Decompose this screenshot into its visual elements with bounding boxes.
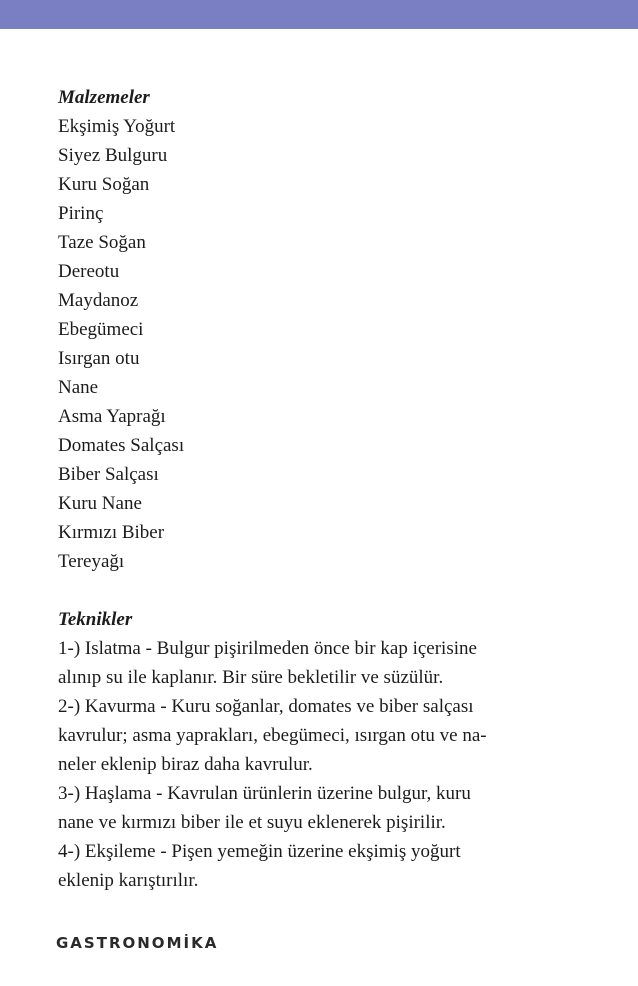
ingredient-item: Ebegümeci [58,319,144,340]
ingredient-item: Tereyağı [58,551,125,572]
technique-line: nane ve kırmızı biber ile et suyu eklenerek pişirilir. [58,812,446,833]
ingredient-item: Isırgan otu [58,348,140,369]
ingredient-item: Ekşimiş Yoğurt [58,116,176,137]
techniques-text [58,634,578,895]
technique-line: 4-) Ekşileme - Pişen yemeğin üzerine ekşimiş yoğurt [58,841,461,862]
ingredient-item: Taze Soğan [58,232,146,253]
technique-line: 3-) Haşlama - Kavrulan ürünlerin üzerine bulgur, kuru [58,783,471,804]
technique-line: 2-) Kavurma - Kuru soğanlar, domates ve biber salçası [58,696,474,717]
ingredient-item: Kuru Soğan [58,174,150,195]
technique-line: alınıp su ile kaplanır. Bir süre bekletilir ve süzülür. [58,667,444,688]
ingredients-list [58,112,578,576]
ingredient-item: Dereotu [58,261,120,282]
technique-line: neler eklenip biraz daha kavrulur. [58,754,313,775]
ingredient-item: Asma Yaprağı [58,406,166,427]
technique-line: kavrulur; asma yaprakları, ebegümeci, ısırgan otu ve na- [58,725,487,746]
ingredient-item: Maydanoz [58,290,139,311]
technique-line: eklenip karıştırılır. [58,870,199,891]
ingredients-heading: Malzemeler [58,87,150,108]
ingredient-item: Pirinç [58,203,104,224]
gastronomika-logo: GASTRONOMİKA [56,934,219,952]
ingredient-item: Kırmızı Biber [58,522,165,543]
ingredient-item: Biber Salçası [58,464,159,485]
techniques-heading: Teknikler [58,609,133,630]
ingredient-item: Siyez Bulguru [58,145,168,166]
ingredient-item: Kuru Nane [58,493,142,514]
top-color-band [0,0,638,29]
section-spacer [58,576,578,605]
recipe-content [58,83,578,895]
ingredient-item: Nane [58,377,99,398]
ingredient-item: Domates Salçası [58,435,185,456]
technique-line: 1-) Islatma - Bulgur pişirilmeden önce bir kap içerisine [58,638,477,659]
